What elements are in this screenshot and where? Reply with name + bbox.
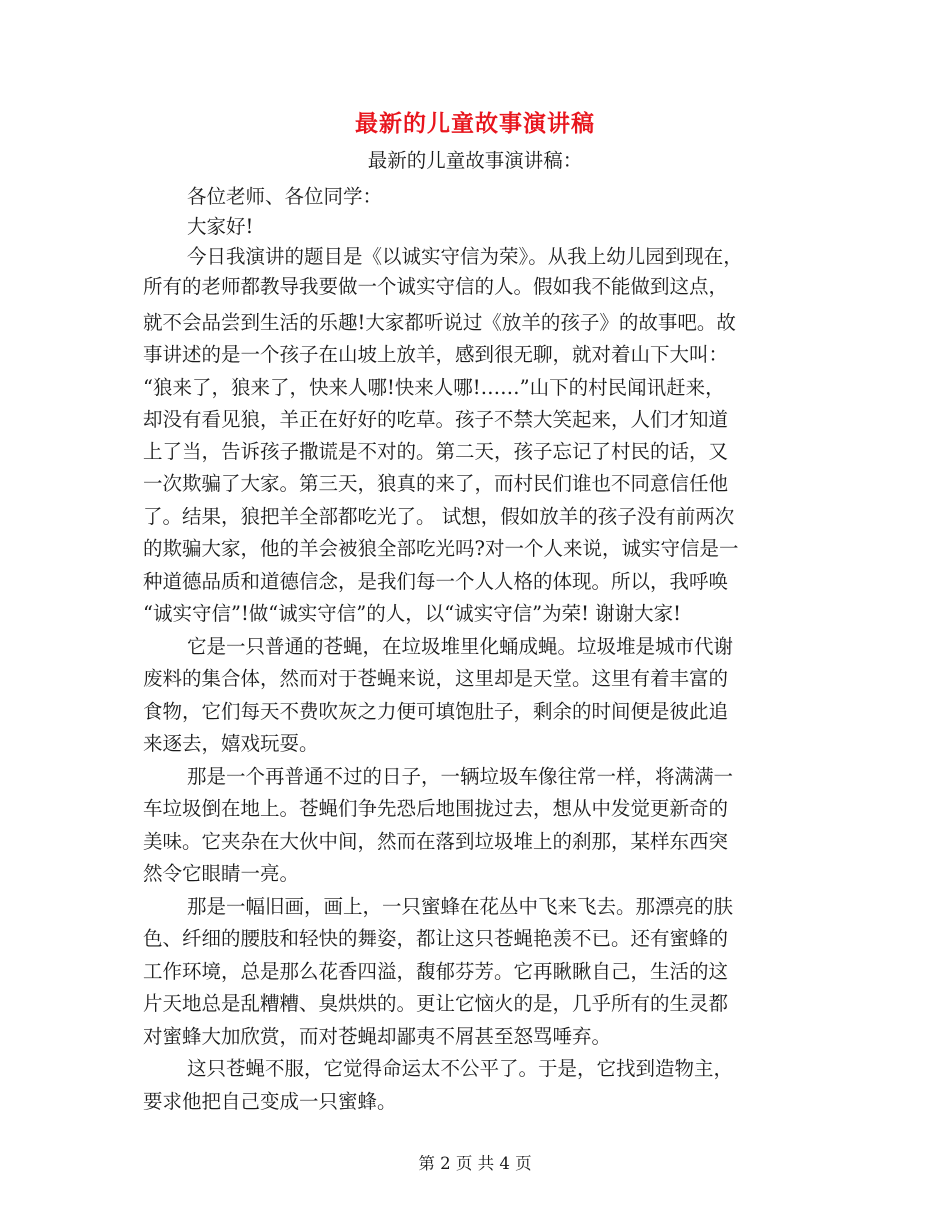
text-line: 废料的集合体，然而对于苍蝇来说，这里却是天堂。这里有着丰富的 xyxy=(143,667,729,690)
text-line: 种道德品质和道德信念，是我们每一个人人格的体现。所以，我呼唤 xyxy=(143,570,729,593)
text-line: “诚实守信”!做“诚实守信”的人，以“诚实守信”为荣! 谢谢大家! xyxy=(143,602,682,625)
text-line: 色、纤细的腰肢和轻快的舞姿，都让这只苍蝇艳羡不已。还有蜜蜂的 xyxy=(143,927,729,950)
text-line: 大家好! xyxy=(187,215,254,238)
text-line: 工作环境，总是那么花香四溢，馥郁芬芳。它再瞅瞅自己，生活的这 xyxy=(143,960,729,983)
text-line: 美味。它夹杂在大伙中间，然而在落到垃圾堆上的刹那，某样东西突 xyxy=(143,830,729,853)
text-line: “狼来了，狼来了，快来人哪!快来人哪!……”山下的村民闻讯赶来， xyxy=(143,376,725,399)
text-line: 它是一只普通的苍蝇，在垃圾堆里化蛹成蝇。垃圾堆是城市代谢 xyxy=(187,635,734,658)
text-line: 食物，它们每天不费吹灰之力便可填饱肚子，剩余的时间便是彼此追 xyxy=(143,700,729,723)
document-title: 最新的儿童故事演讲稿 xyxy=(355,110,595,137)
text-line: 然令它眼睛一亮。 xyxy=(143,862,300,885)
text-line: 这只苍蝇不服，它觉得命运太不公平了。于是，它找到造物主， xyxy=(187,1057,734,1080)
text-line: 片天地总是乱糟糟、臭烘烘的。更让它恼火的是，几乎所有的生灵都 xyxy=(143,992,729,1015)
page-number: 第 2 页 共 4 页 xyxy=(418,1154,532,1173)
text-line: 就不会品尝到生活的乐趣!大家都听说过《放羊的孩子》的故事吧。故 xyxy=(143,311,736,334)
text-line: 要求他把自己变成一只蜜蜂。 xyxy=(143,1090,397,1113)
document-subtitle: 最新的儿童故事演讲稿： xyxy=(367,149,583,172)
text-line: 了。结果，狼把羊全部都吃光了。 试想，假如放羊的孩子没有前两次 xyxy=(143,505,735,528)
page-footer xyxy=(0,1152,950,1176)
text-line: 却没有看见狼，羊正在好好的吃草。孩子不禁大笑起来，人们才知道 xyxy=(143,408,729,431)
text-line: 那是一个再普通不过的日子，一辆垃圾车像往常一样，将满满一 xyxy=(187,765,734,788)
text-line: 今日我演讲的题目是《以诚实守信为荣》。从我上幼儿园到现在， xyxy=(187,245,743,268)
text-line: 事讲述的是一个孩子在山坡上放羊，感到很无聊，就对着山下大叫： xyxy=(143,343,729,366)
text-line: 那是一幅旧画，画上，一只蜜蜂在花丛中飞来飞去。那漂亮的肤 xyxy=(187,895,734,918)
text-line: 上了当，告诉孩子撒谎是不对的。第二天，孩子忘记了村民的话，又 xyxy=(143,440,729,463)
text-line: 一次欺骗了大家。第三天，狼真的来了，而村民们谁也不同意信任他 xyxy=(143,472,729,495)
text-line: 车垃圾倒在地上。苍蝇们争先恐后地围拢过去，想从中发觉更新奇的 xyxy=(143,797,729,820)
text-line: 的欺骗大家，他的羊会被狼全部吃光吗?对一个人来说，诚实守信是一 xyxy=(143,537,739,560)
text-line: 对蜜蜂大加欣赏，而对苍蝇却鄙夷不屑甚至怒骂唾弃。 xyxy=(143,1025,612,1048)
text-line: 所有的老师都教导我要做一个诚实守信的人。假如我不能做到这点， xyxy=(143,275,729,298)
text-line: 各位老师、各位同学： xyxy=(187,185,383,208)
text-line: 来逐去，嬉戏玩耍。 xyxy=(143,732,319,755)
